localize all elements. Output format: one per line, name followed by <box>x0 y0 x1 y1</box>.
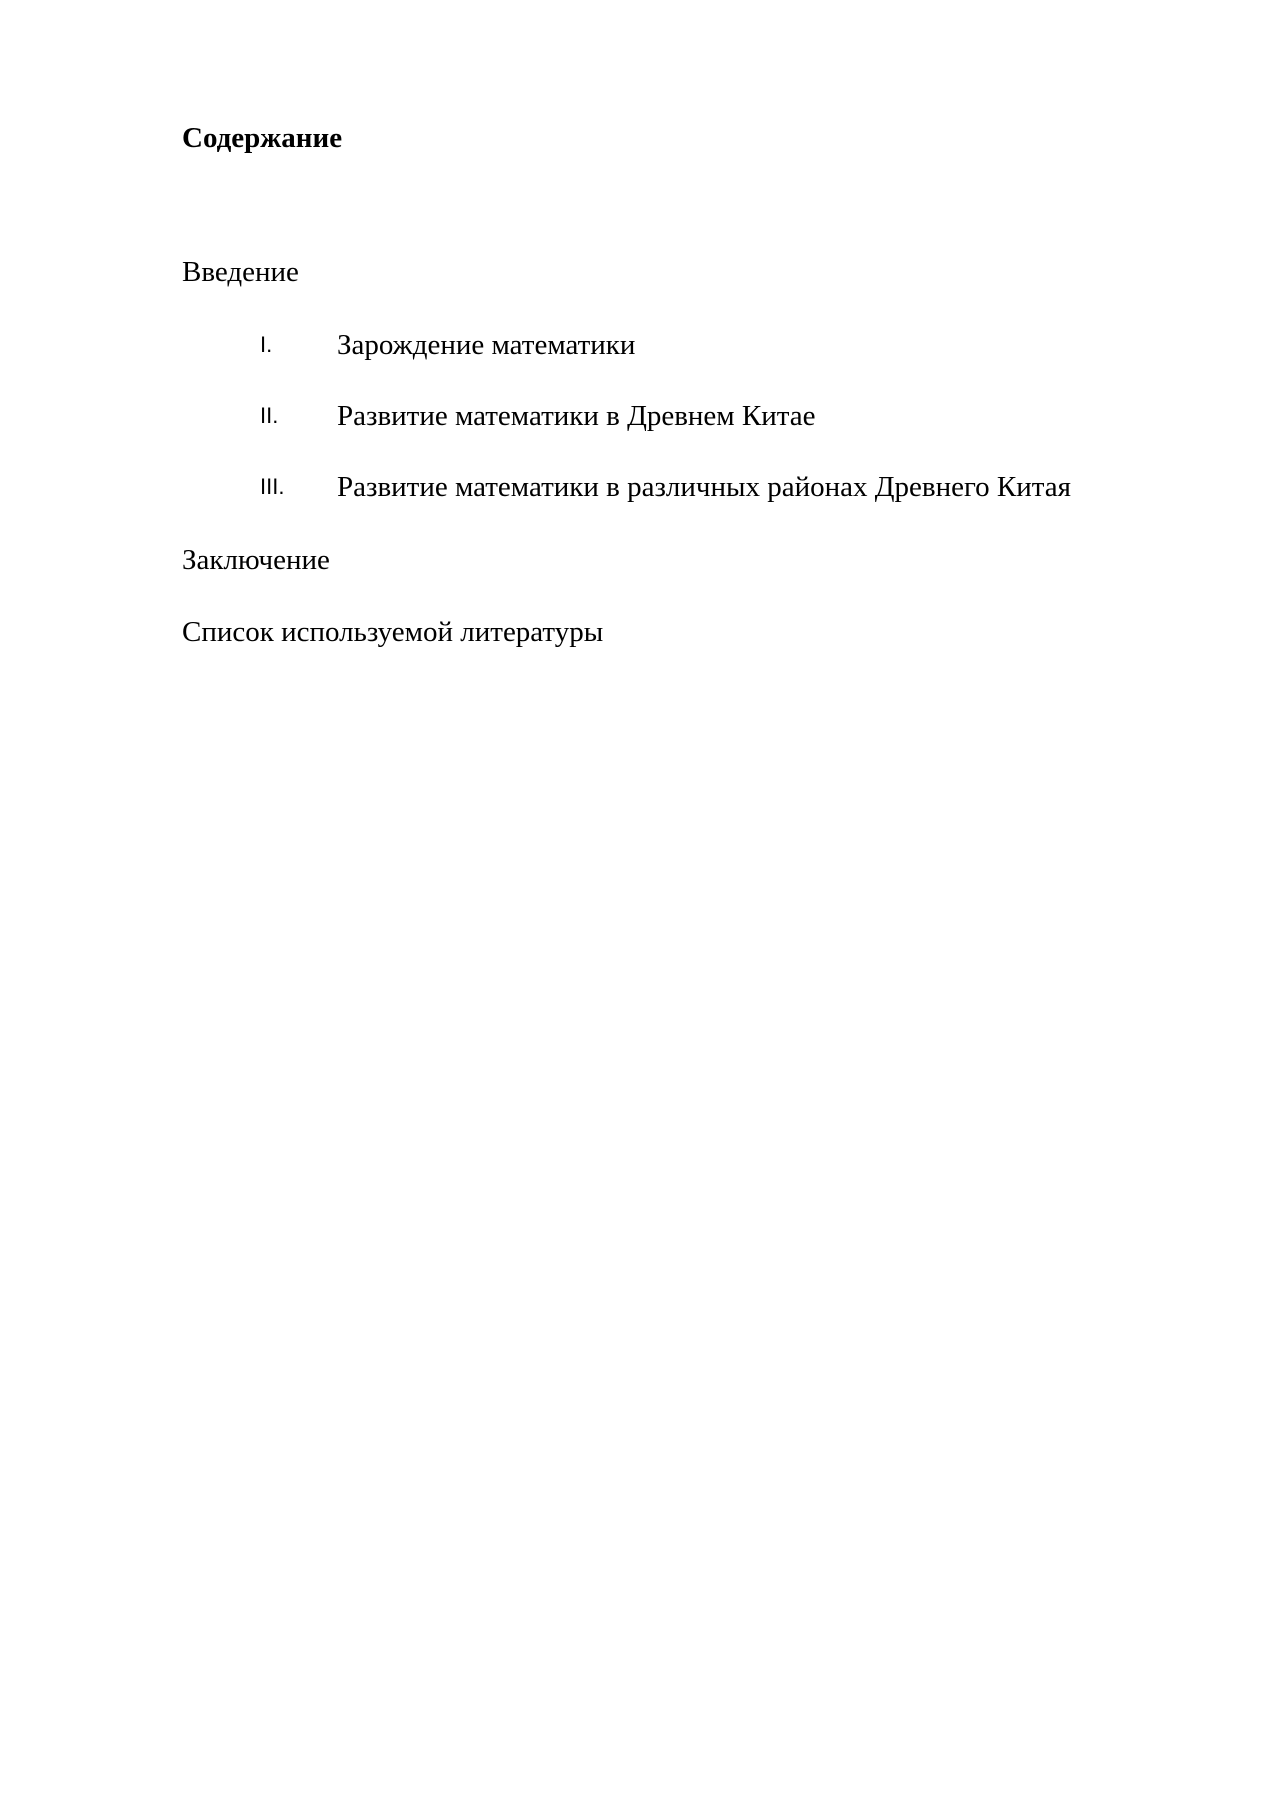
toc-chapter-1 <box>0 327 1280 363</box>
chapter-number: II. <box>260 403 279 428</box>
chapter-number: I. <box>260 332 273 357</box>
chapter-number: III. <box>260 474 285 499</box>
chapter-title: Развитие математики в Древнем Китае <box>337 400 816 432</box>
toc-introduction: Введение <box>182 256 299 288</box>
toc-conclusion: Заключение <box>182 544 330 576</box>
page-title: Содержание <box>182 122 343 154</box>
toc-chapter-2 <box>0 398 1280 434</box>
chapter-title: Развитие математики в различных районах Древнего Китая <box>337 471 1072 503</box>
toc-chapter-3 <box>0 469 1280 505</box>
toc-bibliography: Список используемой литературы <box>182 616 604 648</box>
chapter-title: Зарождение математики <box>337 329 636 361</box>
